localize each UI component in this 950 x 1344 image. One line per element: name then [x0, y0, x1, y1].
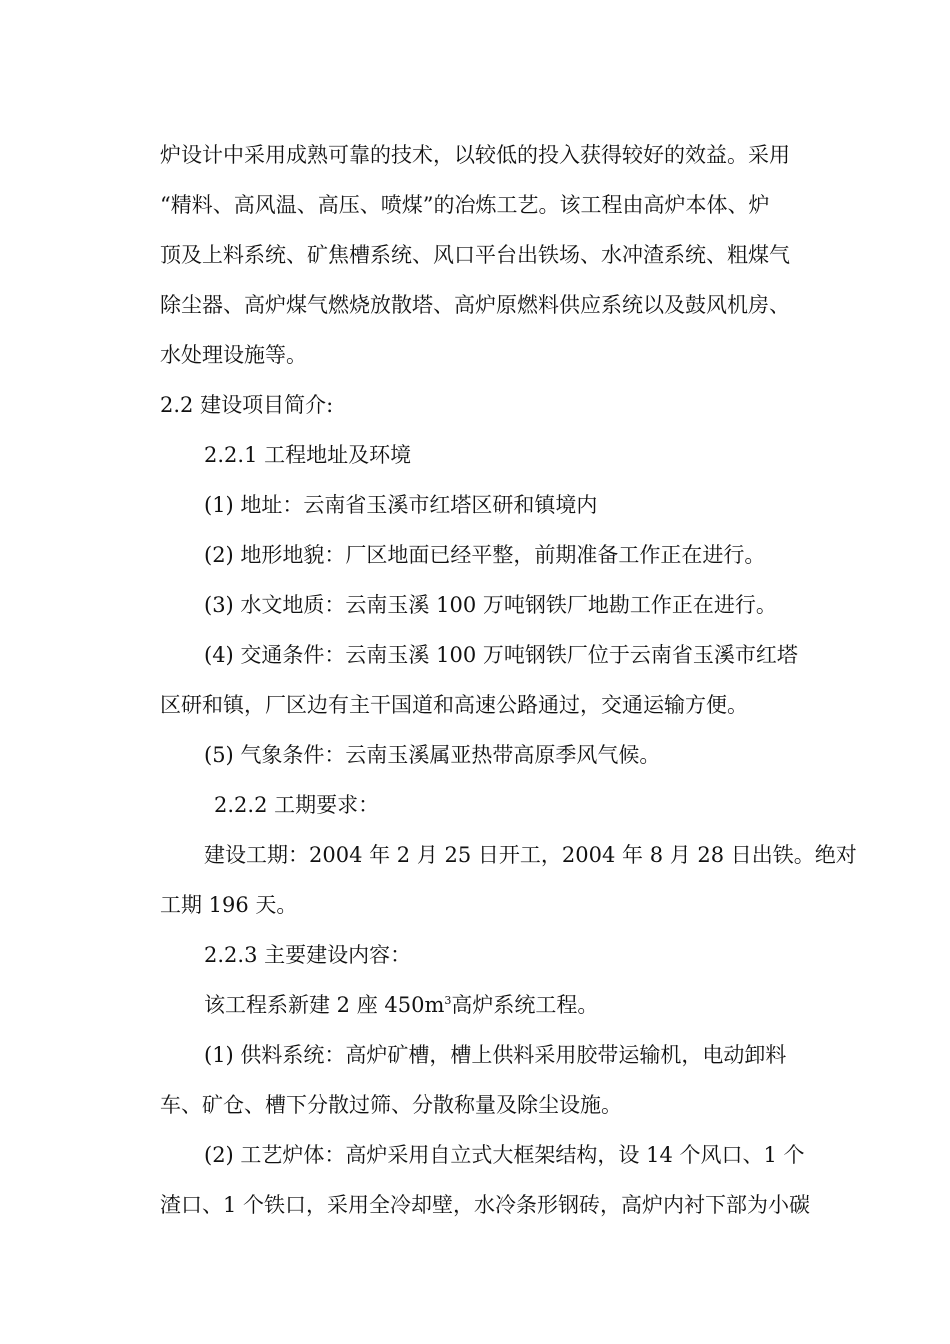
list-item-traffic: (4) 交通条件：云南玉溪 100 万吨钢铁厂位于云南省玉溪市红塔 [204, 643, 798, 667]
list-item-furnace-body: (2) 工艺炉体：高炉采用自立式大框架结构，设 14 个风口、1 个 [204, 1143, 805, 1167]
scope-text-end: 高炉系统工程。 [451, 993, 599, 1017]
list-item-feeding-system-continued: 车、矿仓、槽下分散过筛、分散称量及除尘设施。 [160, 1093, 622, 1117]
subsection-heading-2-2-2: 2.2.2 工期要求： [214, 793, 380, 817]
paragraph-line: 炉设计中采用成熟可靠的技术，以较低的投入获得较好的效益。采用 [160, 143, 790, 167]
subsection-heading-2-2-1: 2.2.1 工程地址及环境 [204, 443, 412, 467]
list-item-hydrogeology: (3) 水文地质：云南玉溪 100 万吨钢铁厂地勘工作正在进行。 [204, 593, 777, 617]
section-heading-2-2: 2.2 建设项目简介: [160, 393, 334, 417]
scope-text: 该工程系新建 2 座 450 [204, 993, 425, 1017]
paragraph-line: “精料、高风温、高压、喷煤”的冶炼工艺。该工程由高炉本体、炉 [160, 193, 770, 217]
list-item-traffic-continued: 区研和镇，厂区边有主干国道和高速公路通过，交通运输方便。 [160, 693, 748, 717]
list-item-feeding-system: (1) 供料系统：高炉矿槽，槽上供料采用胶带运输机，电动卸料 [204, 1043, 787, 1067]
paragraph-schedule-continued: 工期 196 天。 [160, 893, 298, 917]
paragraph-scope [160, 980, 852, 1030]
list-item-climate: (5) 气象条件：云南玉溪属亚热带高原季风气候。 [204, 743, 661, 767]
unit-superscript: 3 [444, 994, 452, 1007]
unit-m: m [424, 993, 445, 1017]
paragraph-line: 顶及上料系统、矿焦槽系统、风口平台出铁场、水冲渣系统、粗煤气 [160, 243, 790, 267]
document-body [160, 130, 857, 1230]
list-item-address: (1) 地址：云南省玉溪市红塔区研和镇境内 [204, 493, 598, 517]
paragraph-schedule: 建设工期：2004 年 2 月 25 日开工，2004 年 8 月 28 日出铁。绝对 [204, 843, 857, 867]
subsection-heading-2-2-3: 2.2.3 主要建设内容： [204, 943, 412, 967]
list-item-terrain: (2) 地形地貌：厂区地面已经平整，前期准备工作正在进行。 [204, 543, 766, 567]
list-item-furnace-body-continued: 渣口、1 个铁口，采用全冷却壁，水冷条形钢砖，高炉内衬下部为小碳 [160, 1193, 811, 1217]
paragraph-line: 除尘器、高炉煤气燃烧放散塔、高炉原燃料供应系统以及鼓风机房、 [160, 293, 790, 317]
paragraph-line: 水处理设施等。 [160, 343, 307, 367]
